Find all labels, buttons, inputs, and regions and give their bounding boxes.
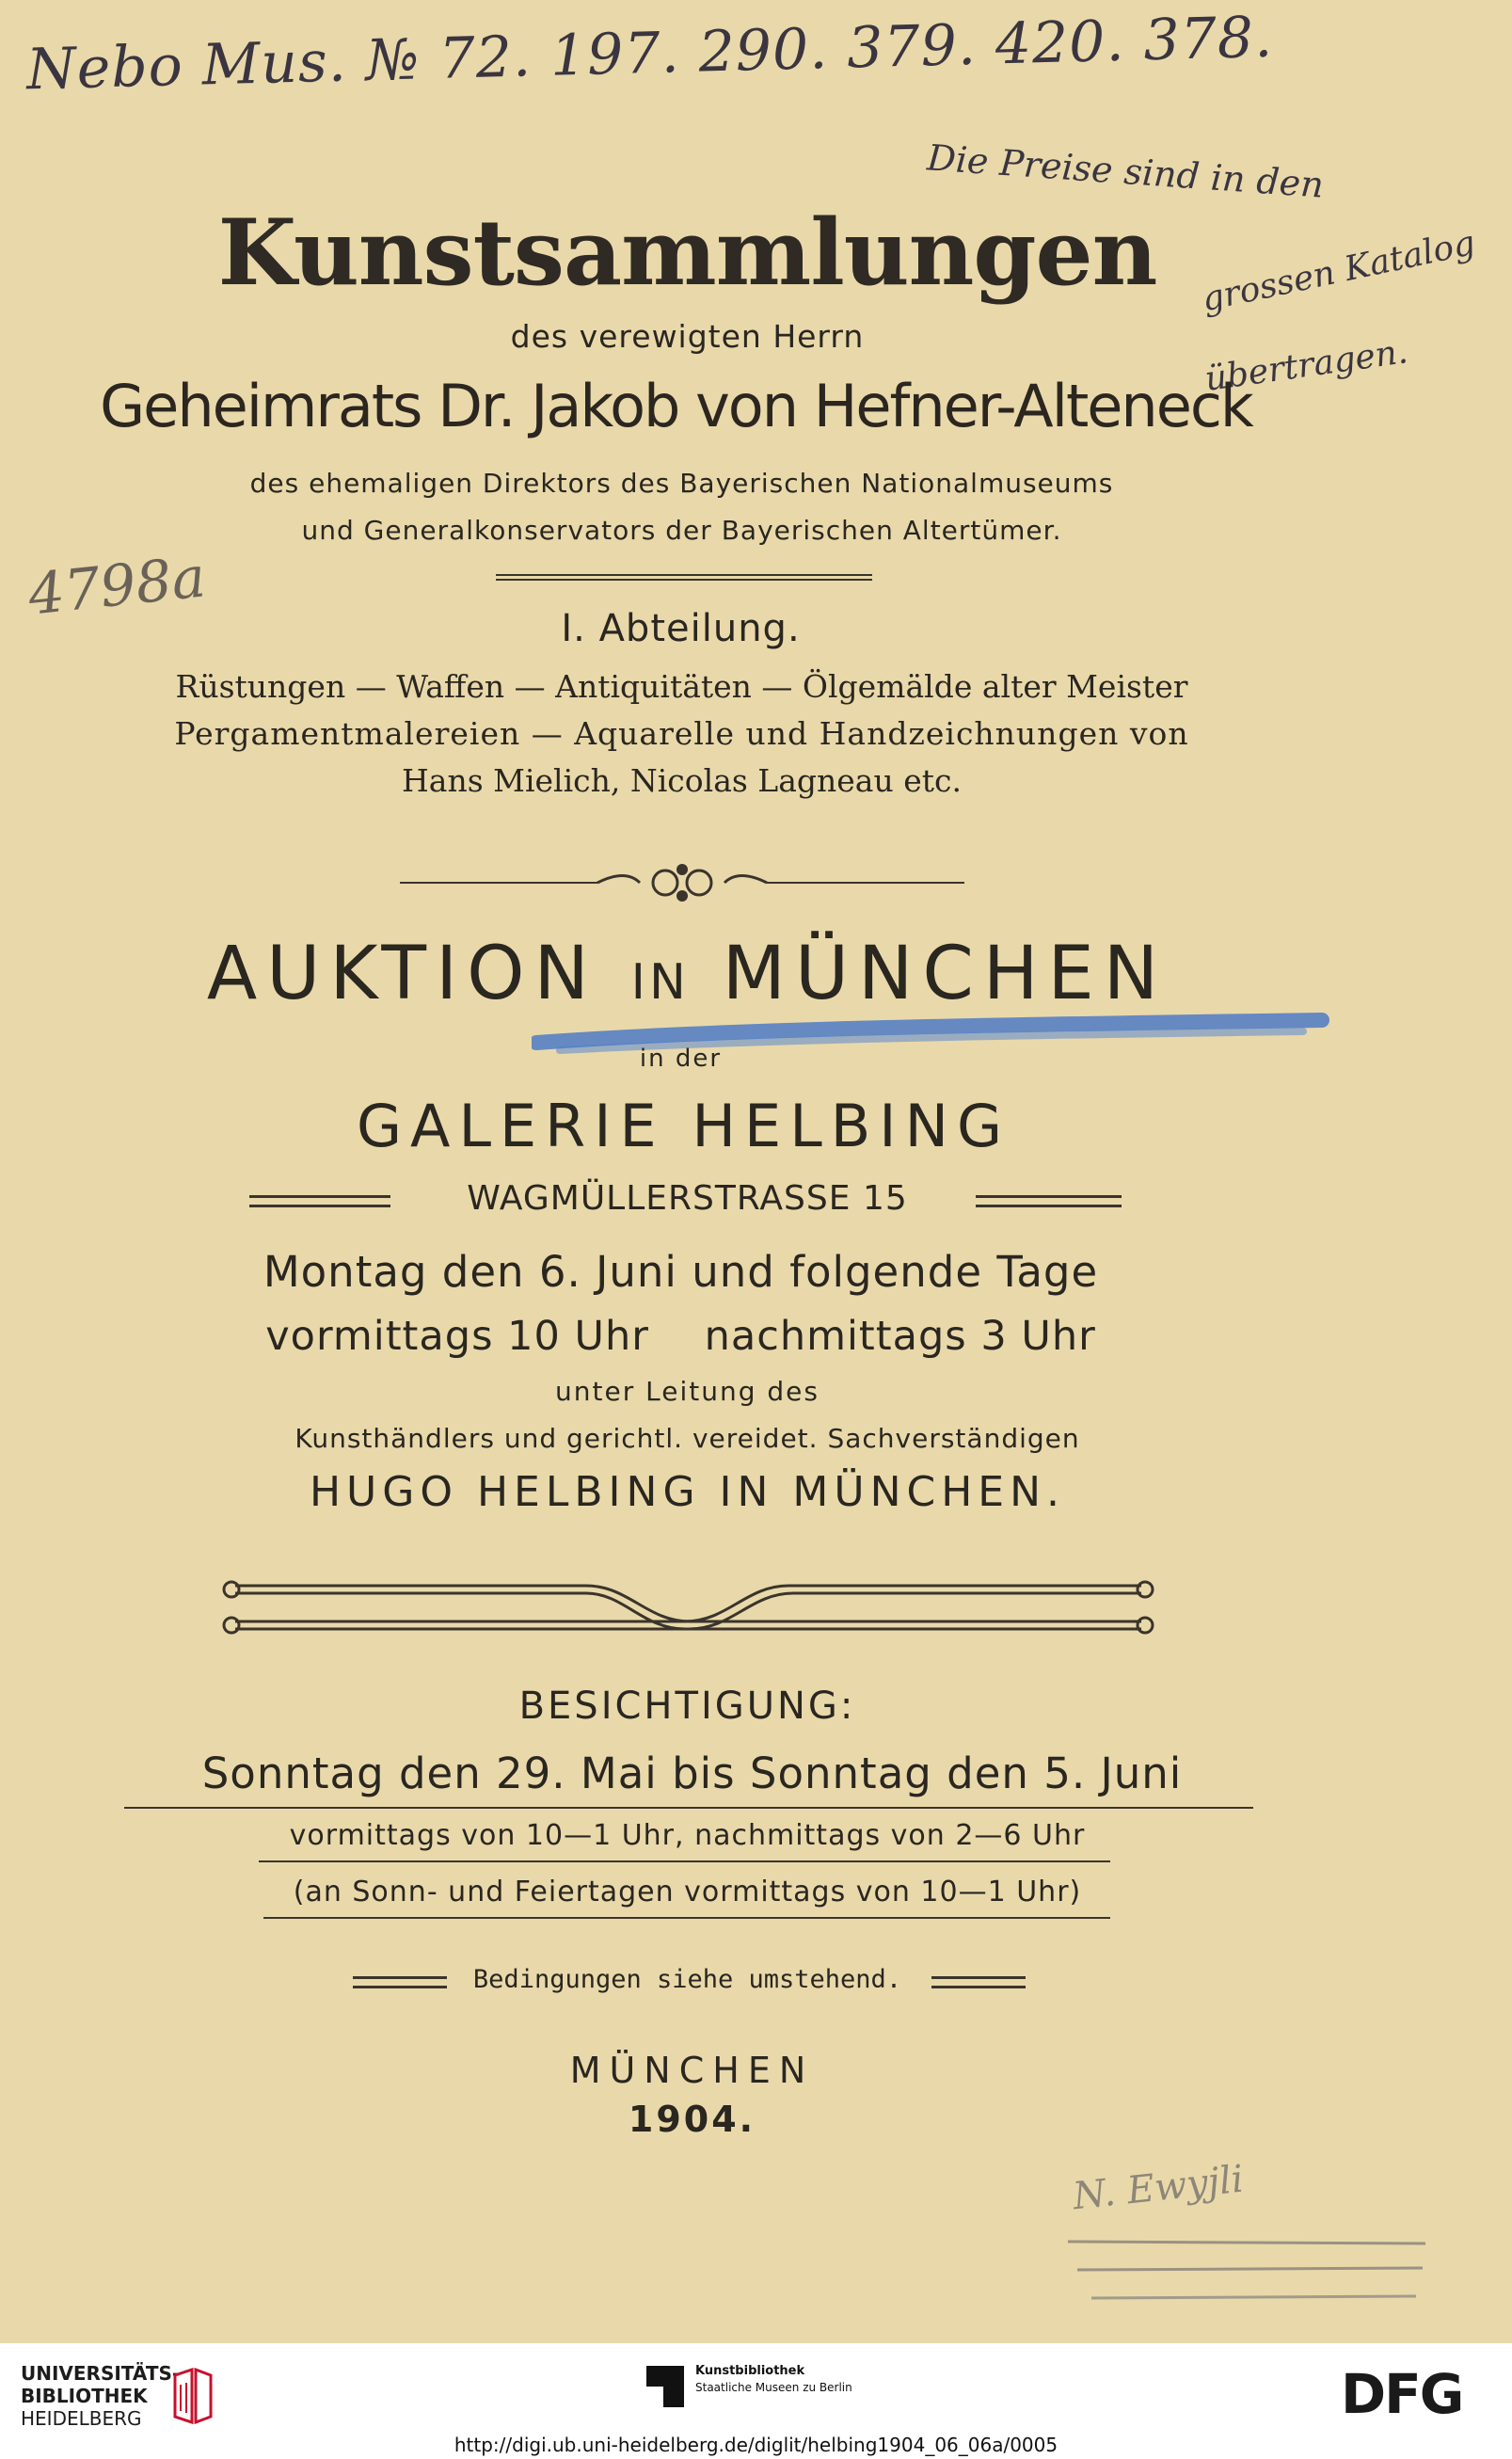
kunstbibliothek-icon [645,2364,686,2409]
leadership-line2: Kunsthändlers und gerichtl. vereidet. Sachverständigen [294,1423,1080,1454]
main-title: Kunstsammlungen [217,200,1157,306]
handwritten-price-note-line2: grossen Katalog [1198,223,1479,320]
library-name-line2: BIBLIOTHEK [21,2385,148,2407]
heidelberg-library-logo[interactable] [21,2362,218,2437]
in-der: in der [639,1045,723,1073]
heidelberg-emblem-icon [171,2368,215,2426]
rope-ornament [215,1567,1160,1642]
handwritten-signature: N. Ewyjli [1071,2157,1246,2219]
viewing-hours-rule [259,1860,1110,1862]
auction-title [0,932,1443,1016]
leadership-line1: unter Leitung des [555,1376,820,1407]
collector-name: Geheimrats Dr. Jakob von Hefner-Alteneck [100,372,1252,440]
dfg-logo[interactable]: DFG [1341,2362,1463,2426]
auction-title-city: MÜNCHEN [722,932,1169,1016]
digitization-footer [0,2343,1512,2459]
subtitle: des verewigten Herrn [510,318,865,355]
auction-title-in: IN [630,954,690,1011]
section-line2: Pergamentmalereien — Aquarelle und Handzeichnungen von [174,715,1189,752]
viewing-title: BESICHTIGUNG: [518,1685,856,1728]
auction-title-word: AUKTION [206,932,598,1016]
kb-name-line2: Staatliche Museen zu Berlin [695,2381,852,2394]
place-city: MÜNCHEN [569,2050,815,2091]
conditions-note: Bedingungen siehe umstehend. [472,1965,902,1994]
handwritten-shelf-number: 4798a [24,544,209,629]
description-line2: und Generalkonservators der Bayerischen Altertümer. [301,515,1062,546]
handwritten-price-note-line1: Die Preise sind in den [925,136,1326,206]
gallery-name: GALERIE HELBING [357,1092,1011,1160]
divider-double-top [496,574,872,576]
handwritten-price-note-line3: übertragen. [1202,332,1410,399]
viewing-holidays: (an Sonn- und Feiertagen vormittags von 10—1 Uhr) [293,1876,1082,1908]
viewing-dates-rule [124,1807,1253,1809]
ornamental-divider [400,856,964,909]
kunstbibliothek-logo[interactable] [645,2360,889,2426]
section-line1: Rüstungen — Waffen — Antiquitäten — Ölgemälde alter Meister [175,668,1188,705]
viewing-holidays-rule [263,1917,1110,1919]
kb-name-line1: Kunstbibliothek [695,2364,805,2378]
auction-times: vormittags 10 Uhr nachmittags 3 Uhr [265,1313,1096,1360]
auction-date: Montag den 6. Juni und folgende Tage [263,1247,1099,1297]
library-name-line1: UNIVERSITÄTS- [21,2362,181,2385]
street-address: WAGMÜLLERSTRASSE 15 [467,1179,908,1218]
pencil-strokes [1054,2230,1449,2315]
section-title: I. Abteilung. [561,607,801,650]
description-line1: des ehemaligen Direktors des Bayerischen Nationalmuseums [249,468,1114,499]
handwritten-inventory-note: Nebo Mus. № 72. 197. 290. 379. 420. 378. [25,4,1274,104]
leadership-line3: HUGO HELBING IN MÜNCHEN. [309,1468,1066,1516]
viewing-dates: Sonntag den 29. Mai bis Sonntag den 5. Juni [201,1748,1183,1798]
section-line3: Hans Mielich, Nicolas Lagneau etc. [402,762,962,799]
library-name-line3: HEIDELBERG [21,2407,142,2430]
source-url-link[interactable]: http://digi.ub.uni-heidelberg.de/diglit/helbing1904_06_06a/0005 [454,2434,1058,2456]
viewing-hours: vormittags von 10—1 Uhr, nachmittags von 2—6 Uhr [289,1819,1086,1852]
divider-double-bottom [496,579,872,581]
place-year: 1904. [628,2099,756,2140]
